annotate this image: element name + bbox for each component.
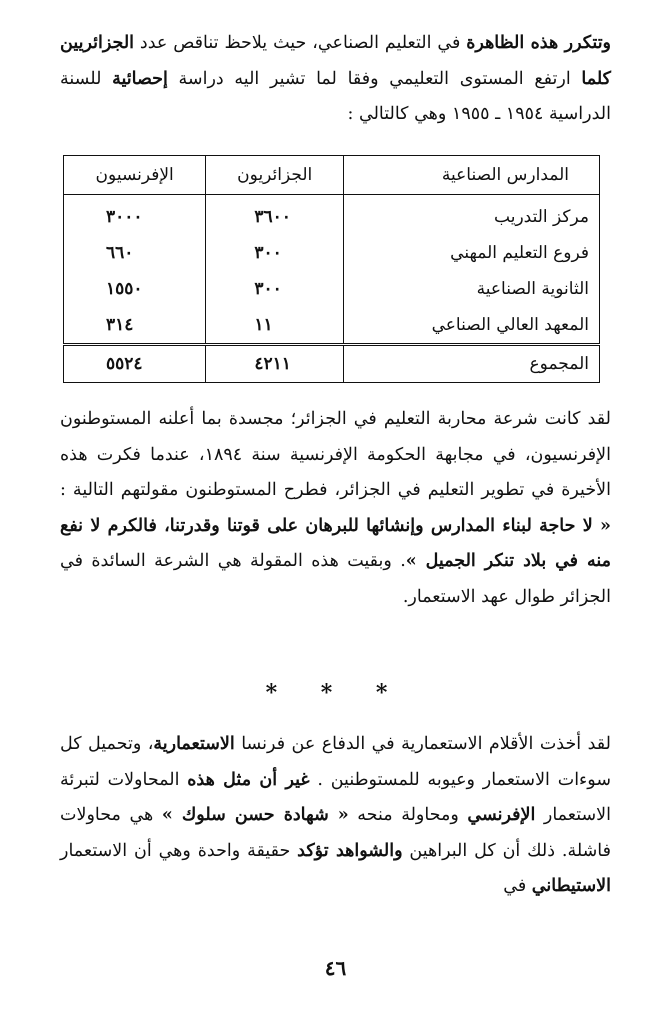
page-number: ٤٦ <box>324 956 347 980</box>
header-schools: المدارس الصناعية <box>344 156 600 195</box>
text-run: لقد كانت شرعة محاربة التعليم في الجزائر؛ مجسدة بما أعلنه المستوطنون الإفرنسيون، في مجابهة الحكومة الإفرنسية سنة ١٨٩٤، عندما فكرت هذه الأخيرة في تطوير التعليم في الجزائر، فطرح المستوطنون مقولتهم التالية : <box>60 409 611 500</box>
total-label: المجموع <box>344 345 600 383</box>
school-name: فروع التعليم المهني <box>344 235 600 271</box>
algerians-count: ٣٠٠ <box>206 235 344 271</box>
header-algerians: الجزائريون <box>206 156 344 195</box>
bold-phrase: الإفرنسي <box>467 805 536 825</box>
bold-phrase: والشواهد تؤكد <box>297 840 403 861</box>
industrial-schools-table <box>63 155 600 383</box>
bold-phrase: إحصائية <box>112 68 168 89</box>
text-run: للسنة الدراسية ١٩٥٤ ـ ١٩٥٥ وهي كالتالي : <box>60 68 611 124</box>
french-count: ١٥٥٠ <box>106 279 143 299</box>
table-row <box>64 271 600 307</box>
text-run: ، وتحميل كل سوءات الاستعمار وعيوبه للمستوطنين . <box>60 734 611 790</box>
algerians-count: ٣٠٠ <box>206 271 344 307</box>
text-run: حقيقة واحدة وهي أن الاستعمار <box>60 840 298 861</box>
french-count: ٦٦٠ <box>106 243 134 263</box>
table-row <box>64 307 600 345</box>
text-run: المحاولات لتبرئة الاستعمار <box>60 769 611 825</box>
text-run: لقد أخذت الأقلام الاستعمارية في الدفاع عن فرنسا <box>234 734 611 754</box>
bold-phrase: وتتكرر هذه الظاهرة <box>466 33 612 53</box>
paragraph-colonial-pens <box>60 727 611 905</box>
french-total: ٥٥٢٤ <box>64 345 206 383</box>
header-french: الإفرنسيون <box>64 156 206 195</box>
bold-phrase: الجزائريين كلما <box>60 33 611 89</box>
table-row <box>64 235 600 271</box>
algerians-total: ٤٢١١ <box>206 345 344 383</box>
text-run: ارتفع المستوى التعليمي وفقا لما تشير اليه دراسة <box>167 68 582 89</box>
french-count: ٣٠٠٠ <box>106 207 143 227</box>
paragraph-settlers <box>60 402 611 615</box>
table-total-row <box>64 345 600 383</box>
school-name: المعهد العالي الصناعي <box>344 307 600 345</box>
text-run: ومحاولة منحه <box>348 805 468 825</box>
paragraph-intro <box>60 26 611 133</box>
school-name: مركز التدريب <box>344 195 600 236</box>
bold-phrase: الاستيطاني <box>531 876 611 896</box>
bold-phrase: الاستعمارية <box>153 734 235 754</box>
table-row <box>64 195 600 236</box>
text-run: هي محاولات فاشلة. ذلك أن كل البراهين <box>60 805 611 861</box>
table-header-row <box>64 156 600 195</box>
text-run: . وبقيت هذه المقولة هي الشرعة السائدة في الجزائر طوال عهد الاستعمار. <box>60 551 611 607</box>
french-count: ٣١٤ <box>106 315 134 335</box>
algerians-count: ٣٦٠٠ <box>206 195 344 236</box>
bold-quote: « لا حاجة لبناء المدارس وإنشائها للبرهان على قوتنا وقدرتنا، فالكرم لا نفع منه في بلاد تنكر الجميل » <box>60 515 611 571</box>
text-run: في <box>503 876 532 896</box>
section-separator: * * * <box>265 680 406 706</box>
text-run: في التعليم الصناعي، حيث يلاحظ تناقص عدد <box>134 33 467 53</box>
bold-phrase: غير أن مثل هذه <box>187 769 310 790</box>
algerians-count: ١١ <box>206 307 344 345</box>
school-name: الثانوية الصناعية <box>344 271 600 307</box>
bold-phrase: « شهادة حسن سلوك » <box>161 805 349 825</box>
